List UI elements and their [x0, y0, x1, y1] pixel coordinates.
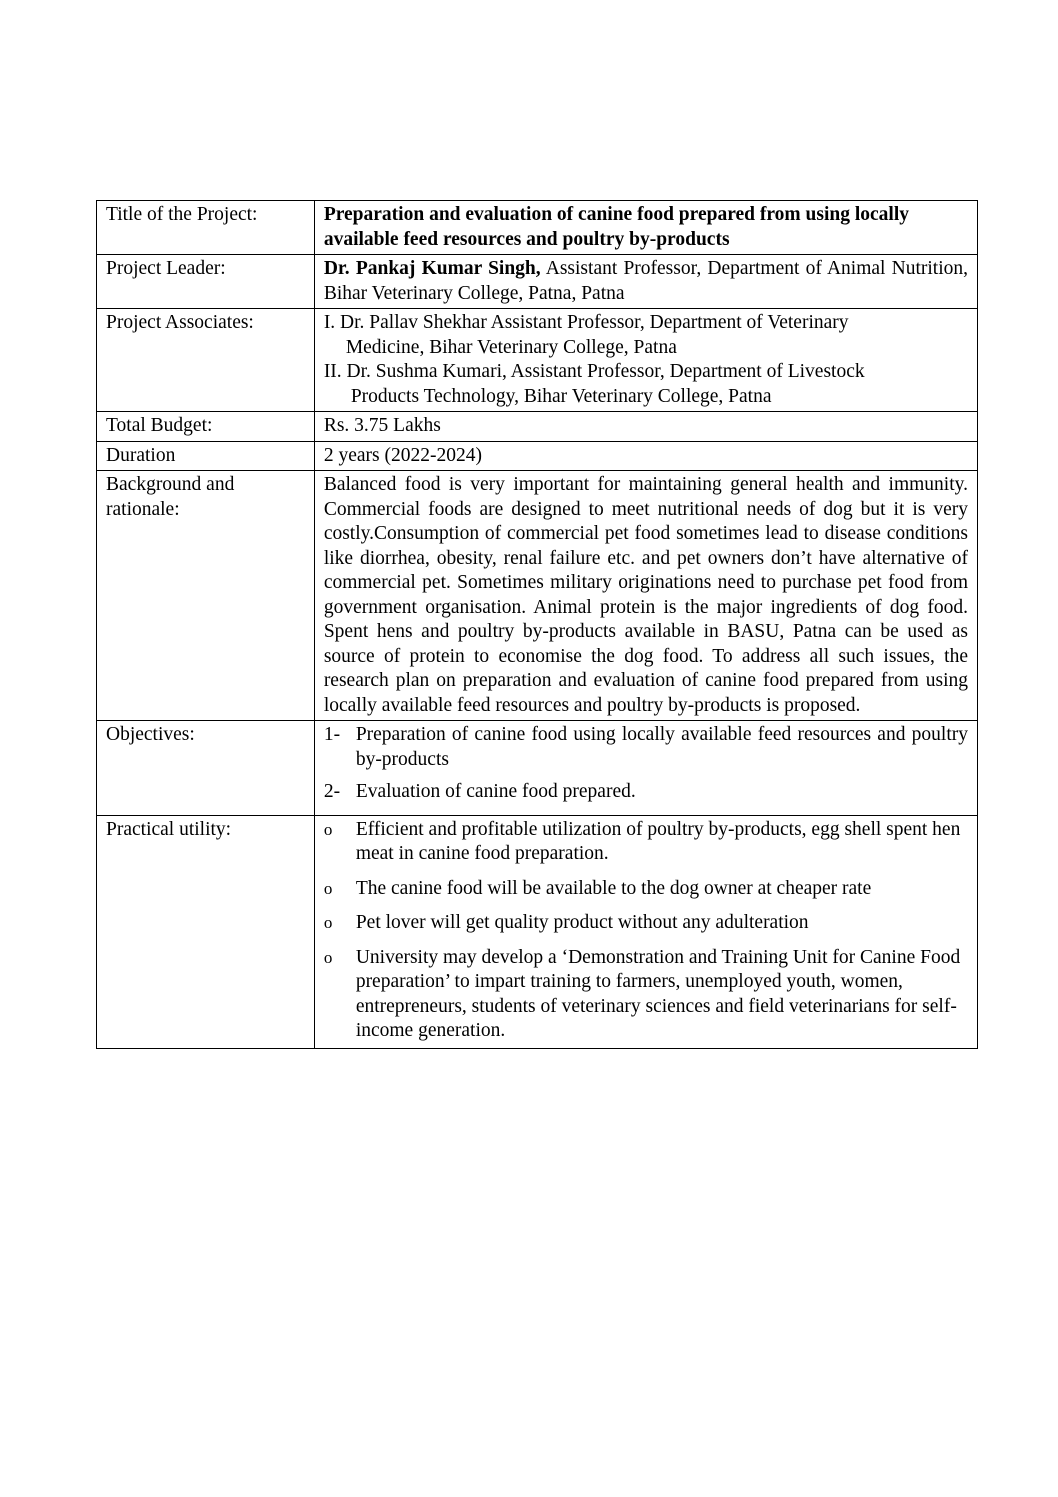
utility-item — [324, 946, 968, 1044]
duration-value: 2 years (2022-2024) — [314, 441, 977, 471]
row-background — [97, 471, 978, 721]
background-label: Background and rationale: — [97, 471, 315, 721]
bullet-icon: o — [323, 878, 333, 898]
title-label: Title of the Project: — [97, 201, 315, 255]
utility-item — [324, 877, 968, 902]
leader-details: Assistant Professor, Department of Animal Nutrition, Bihar Veterinary College, Patna, Patna — [323, 258, 968, 304]
objectives-value — [314, 721, 977, 816]
utility-value — [314, 815, 977, 1048]
associates-value — [314, 309, 977, 412]
objective-text: Preparation of canine food using locally available feed resources and poultry by-products — [355, 724, 968, 770]
leader-value — [314, 255, 977, 309]
spacer — [324, 772, 968, 780]
title-value: Preparation and evaluation of canine food prepared from using locally available feed resources and poultry by-products — [314, 201, 977, 255]
row-title — [97, 201, 978, 255]
objective-number: 2- — [323, 781, 341, 802]
utility-text: University may develop a ‘Demonstration and Training Unit for Canine Food preparation’ to impart training to farmers, unemployed youth, women, entrepreneurs, students of veterinary sciences and field veterinarians for self-income generation. — [355, 946, 961, 1041]
leader-label: Project Leader: — [97, 255, 315, 309]
utility-item — [324, 911, 968, 936]
associate-1-line1: I. Dr. Pallav Shekhar Assistant Professor, Department of Veterinary — [323, 312, 849, 333]
row-associates — [97, 309, 978, 412]
bullet-icon: o — [323, 819, 333, 839]
bullet-icon: o — [323, 947, 333, 967]
row-objectives — [97, 721, 978, 816]
bullet-icon: o — [323, 913, 333, 932]
row-utility — [97, 815, 978, 1048]
project-table — [96, 200, 978, 1049]
associates-label: Project Associates: — [97, 309, 315, 412]
spacer — [324, 805, 968, 813]
utility-label: Practical utility: — [97, 815, 315, 1048]
utility-item — [324, 818, 968, 867]
associate-1-line2: Medicine, Bihar Veterinary College, Patna — [345, 336, 677, 358]
objective-item — [324, 780, 968, 805]
utility-text: Efficient and profitable utilization of poultry by-products, egg shell spent hen meat in canine food preparation. — [355, 818, 961, 864]
row-leader — [97, 255, 978, 309]
objective-text: Evaluation of canine food prepared. — [355, 781, 636, 802]
objective-number: 1- — [323, 724, 341, 745]
budget-value: Rs. 3.75 Lakhs — [314, 412, 977, 442]
leader-name: Dr. Pankaj Kumar Singh, — [323, 258, 541, 279]
background-value: Balanced food is very important for maintaining general health and immunity. Commercial foods are designed to meet nutritional needs of dog but it is very costly.Consumption of commercial pet food sometimes lead to disease conditions like diorrhea, obesity, renal failure etc. and pet owners don’t have alternative of commercial pet. Sometimes military originations need to purchase pet food from government organisation. Animal protein is the major ingredients of dog food. Spent hens and poultry by-products available in BASU, Patna can be used as source of protein to economise the dog food. To address all such issues, the research plan on preparation and evaluation of canine food prepared from using locally available feed resources and poultry by-products is proposed. — [314, 471, 977, 721]
objectives-label: Objectives: — [97, 721, 315, 816]
row-budget — [97, 412, 978, 442]
associate-2-line2: Products Technology, Bihar Veterinary College, Patna — [350, 385, 772, 407]
associate-2-line1: II. Dr. Sushma Kumari, Assistant Professor, Department of Livestock — [323, 361, 865, 382]
budget-label: Total Budget: — [97, 412, 315, 442]
row-duration — [97, 441, 978, 471]
utility-text: The canine food will be available to the dog owner at cheaper rate — [355, 877, 872, 899]
utility-text: Pet lover will get quality product without any adulteration — [355, 912, 809, 933]
objective-item — [324, 723, 968, 772]
duration-label: Duration — [97, 441, 315, 471]
